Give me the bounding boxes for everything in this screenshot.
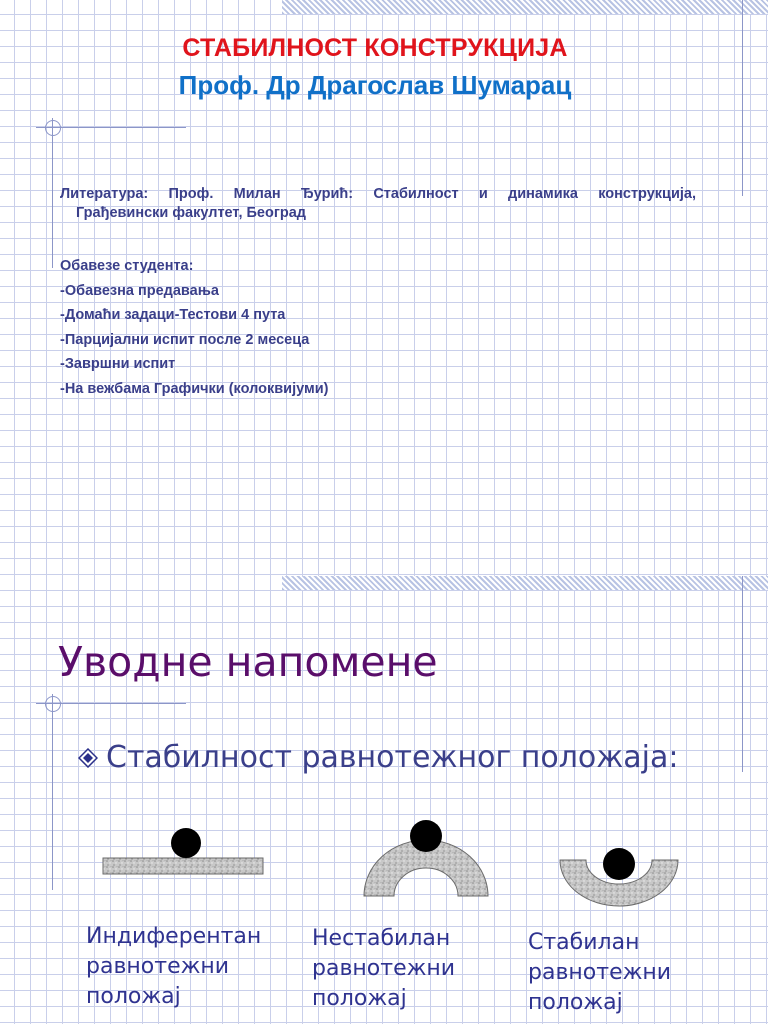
bullet-text: Стабилност равнотежног положаја: <box>106 740 679 775</box>
decorative-hatch-bar <box>282 0 768 14</box>
duty-item: -На вежбама Графички (колоквијуми) <box>60 380 329 397</box>
indifferent-equilibrium-figure <box>100 824 270 880</box>
literature-line-1: Литература: Проф. Милан Ђурић: Стабилност и динамика конструкција, <box>60 186 696 202</box>
ball <box>410 820 442 852</box>
duties-heading: Обавезе студента: <box>60 258 194 274</box>
duty-item: -Парцијални испит после 2 месеца <box>60 331 310 348</box>
label-stable: Стабилан равнотежни положај <box>528 930 672 1015</box>
crosshair-circle-icon <box>45 696 61 712</box>
flat-surface <box>103 858 263 874</box>
crosshair-circle-icon <box>45 120 61 136</box>
section-heading: Уводне напомене <box>58 638 438 686</box>
decorative-vertical-line <box>742 576 743 772</box>
duty-item: -Обавезна предавања <box>60 282 219 299</box>
literature-line-2: Грађевински факултет, Београд <box>76 205 307 221</box>
ball <box>603 848 635 880</box>
decorative-hatch-bar <box>282 576 768 590</box>
decorative-vertical-line-left <box>52 118 53 268</box>
bullet-row <box>78 740 679 775</box>
stable-equilibrium-figure <box>556 842 682 912</box>
course-title: СТАБИЛНОСТ КОНСТРУКЦИЈА <box>182 34 568 62</box>
decorative-vertical-line-left <box>52 694 53 890</box>
diamond-bullet-icon <box>78 748 98 768</box>
ball <box>171 828 201 858</box>
duty-item: -Завршни испит <box>60 356 176 372</box>
slide-2 <box>0 576 768 1024</box>
duty-item: -Домаћи задаци-Тестови 4 пута <box>60 307 286 323</box>
student-duties <box>60 254 328 401</box>
label-unstable: Нестабилан равнотежни положај <box>312 926 456 1011</box>
author-name: Проф. Др Драгослав Шумарац <box>178 70 572 100</box>
unstable-equilibrium-figure <box>358 816 494 902</box>
label-indifferent: Индиферентан равнотежни положај <box>86 924 262 1009</box>
